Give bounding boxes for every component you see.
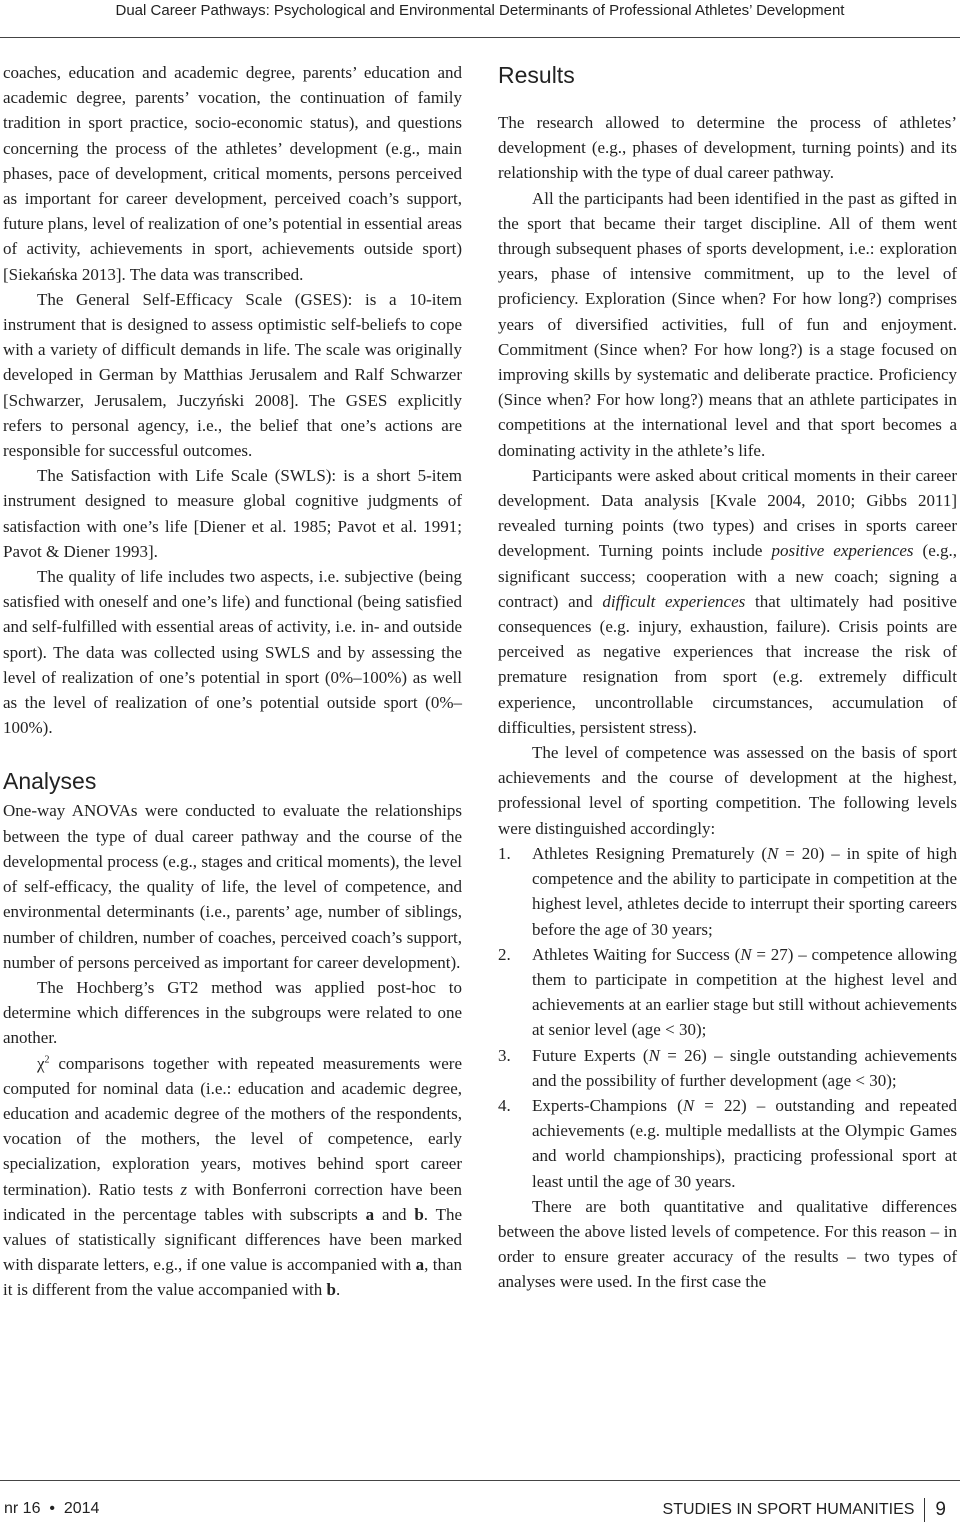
text-run: Athletes Waiting for Success ( bbox=[532, 944, 741, 964]
list-number: 2. bbox=[498, 944, 511, 964]
text-run: comparisons together with repeated measurements were computed for nominal data (i.e.: education and academic degree, education and academic degree of the mothers of the respondents, vocation of the mothers, the level of competence, early specialization, exploration years, motives behind sport career termination). Ratio tests bbox=[3, 1053, 462, 1199]
text-run: = 20) – in spite of high competence and the ability to participate in competition at the highest level, athletes decide to interrupt their sporting careers before the age of 30 years; bbox=[532, 843, 957, 939]
paragraph bbox=[498, 463, 957, 740]
bold-run: b bbox=[414, 1204, 424, 1224]
paragraph: The Hochberg’s GT2 method was applied post-hoc to determine which differences in the subgroups were related to one another. bbox=[3, 977, 462, 1048]
text-run: . The values of statistically significant differences have been marked with disparate letters, e.g., if one value is accompanied with bbox=[3, 1204, 463, 1275]
bold-run: a bbox=[365, 1204, 375, 1224]
italic-run: difficult experiences bbox=[602, 591, 746, 611]
bold-run: a bbox=[415, 1255, 425, 1275]
list-item bbox=[498, 841, 957, 942]
paragraph: The research allowed to determine the process of athletes’ development (e.g., phases of development, turning points) and its relationship with the type of dual career pathway. bbox=[498, 113, 957, 183]
paragraph: The level of competence was assessed on the basis of sport achievements and the course of development at the highest, professional level of sporting competition. The following levels were distinguished accordingly: bbox=[498, 743, 957, 838]
text-run: and bbox=[374, 1204, 415, 1224]
italic-run: N bbox=[740, 944, 752, 964]
italic-run: positive experiences bbox=[771, 541, 914, 561]
text-run: Participants were asked about critical moments in their career development. Data analysis [Kvale 2004, 2010; Gibbs 2011] revealed turning points (two types) and crises in sports career development. Turning points include bbox=[498, 465, 957, 561]
paragraph: The quality of life includes two aspects, i.e. subjective (being satisfied with oneself and one’s life) and functional (being satisfied and self-fulfilled with essential areas of activity, i.e. in- and outside sport). The data was collected using SWLS and by assessing the level of realization of one’s potential in sport (0%–100%) as well as the level of realization of one’s potential outside sport (0%–100%). bbox=[3, 567, 462, 738]
list-item bbox=[498, 942, 957, 1043]
text-run: (e.g., significant success; cooperation with a new coach; signing a contract) and bbox=[498, 541, 957, 611]
paragraph: One-way ANOVAs were conducted to evaluate the relationships between the type of dual career pathway and the course of the developmental process (e.g., stages and critical moments), the level of self-efficacy, the quality of life, the level of competence, and environmental determinants (i.e., parents’ age, number of siblings, number of children, number of coaches, perceived coach’s support, number of persons perceived as important for career development). bbox=[3, 801, 462, 972]
header-rule bbox=[0, 37, 960, 38]
bold-run: b bbox=[326, 1280, 336, 1300]
italic-run: N bbox=[767, 843, 779, 863]
text-run: = 27) – competence allowing them to participate in competition at the highest level and achievements at an earlier stage but still without achievements at senior level (age < 30); bbox=[532, 944, 957, 1040]
analyses-heading: Analyses bbox=[3, 768, 97, 795]
text-run: Athletes Resigning Prematurely ( bbox=[532, 843, 767, 863]
issue-info: nr 16 • 2014 bbox=[4, 1500, 100, 1517]
paragraph: All the participants had been identified in the past as gifted in the sport that became their target discipline. All of them went through subsequent phases of sports development, i.e.: exploration years, phase of intensive commitment, up to the level of proficiency. Exploration (Since when? For how long?) comprises years of diversified activities, full of fun and enjoyment. Commitment (Since when? For how long?) is a stage focused on improving skills by systematic and deliberate practice. Proficiency (Since when? For how long?) means that an athlete participates in competitions at the international level and that sport becomes a dominating activity in the athlete’s life. bbox=[498, 188, 957, 460]
footer-rule bbox=[0, 1480, 960, 1481]
italic-run: z bbox=[180, 1179, 188, 1199]
text-run: . bbox=[336, 1280, 341, 1300]
footer-journal bbox=[663, 1498, 946, 1522]
text-run: with Bonferroni correction have been indicated in the percentage tables with subscripts bbox=[3, 1179, 462, 1224]
text-run: Experts-Champions ( bbox=[532, 1095, 683, 1115]
paragraph: The Satisfaction with Life Scale (SWLS): is a short 5-item instrument designed to measure global cognitive judgments of satisfaction with one’s life [Diener et al. 1985; Pavot et al. 1991; Pavot & Diener 1993]. bbox=[3, 466, 462, 561]
list-item bbox=[498, 1093, 957, 1194]
left-column bbox=[3, 60, 462, 1303]
list-item bbox=[498, 1043, 957, 1093]
italic-run: N bbox=[682, 1095, 695, 1115]
results-heading: Results bbox=[498, 62, 575, 88]
text-run: Future Experts ( bbox=[532, 1045, 649, 1065]
journal-name: STUDIES IN SPORT HUMANITIES bbox=[662, 1501, 915, 1518]
paragraph: The General Self-Efficacy Scale (GSES): is a 10-item instrument that is designed to assess optimistic self-beliefs to cope with a variety of difficult demands in life. The scale was originally developed in German by Matthias Jerusalem and Ralf Schwarzer [Schwarzer, Jerusalem, Juczyński 2008]. The GSES explicitly refers to personal agency, i.e., the belief that one’s actions are responsible for successful outcomes. bbox=[3, 289, 462, 461]
paragraph bbox=[3, 1051, 462, 1303]
text-run: = 26) – single outstanding achievements and the possibility of further development (age < 30); bbox=[532, 1045, 957, 1090]
footer-separator bbox=[924, 1498, 925, 1522]
competence-levels-list bbox=[498, 841, 957, 1194]
list-number: 4. bbox=[498, 1095, 511, 1115]
text-run: , than it is different from the value accompanied with bbox=[3, 1255, 462, 1300]
text-run: = 22) – outstanding and repeated achievements (e.g. multiple medallists at the Olympic Games and world championships), practicing professional sport at least until the age of 30 years. bbox=[532, 1095, 957, 1191]
italic-run: N bbox=[648, 1045, 660, 1065]
list-number: 3. bbox=[498, 1045, 511, 1065]
text-run: that ultimately had positive consequences (e.g. injury, exhaustion, failure). Crisis points are perceived as negative experiences that increase the risk of premature resignation from sport (e.g. extremely difficult experience, uncontrollable circumstances, accumulation of difficulties, persistent stress). bbox=[498, 591, 957, 737]
chi-symbol: χ bbox=[37, 1053, 45, 1073]
paragraph: There are both quantitative and qualitative differences between the above listed levels of competence. For this reason – in order to ensure greater accuracy of the results – two types of analyses were used. In the first case the bbox=[498, 1196, 957, 1292]
paragraph: coaches, education and academic degree, parents’ education and academic degree, parents’ vocation, the continuation of family tradition in sport practice, socio-economic status), and questions concerning the process of the athletes’ development (e.g., main phases, pace of development, critical moments, persons perceived as important for career development, perceived coach’s support, future plans, level of realization of one’s potential in essential areas of activity, achievements in sport, achievements outside sport) [Siekańska 2013]. The data was transcribed. bbox=[3, 63, 462, 284]
page-number: 9 bbox=[935, 1499, 946, 1520]
list-number: 1. bbox=[498, 843, 511, 863]
superscript: 2 bbox=[44, 1053, 50, 1065]
running-title: Dual Career Pathways: Psychological and Environmental Determinants of Professional Athletes’ Development bbox=[115, 2, 845, 19]
right-column bbox=[498, 60, 957, 1295]
